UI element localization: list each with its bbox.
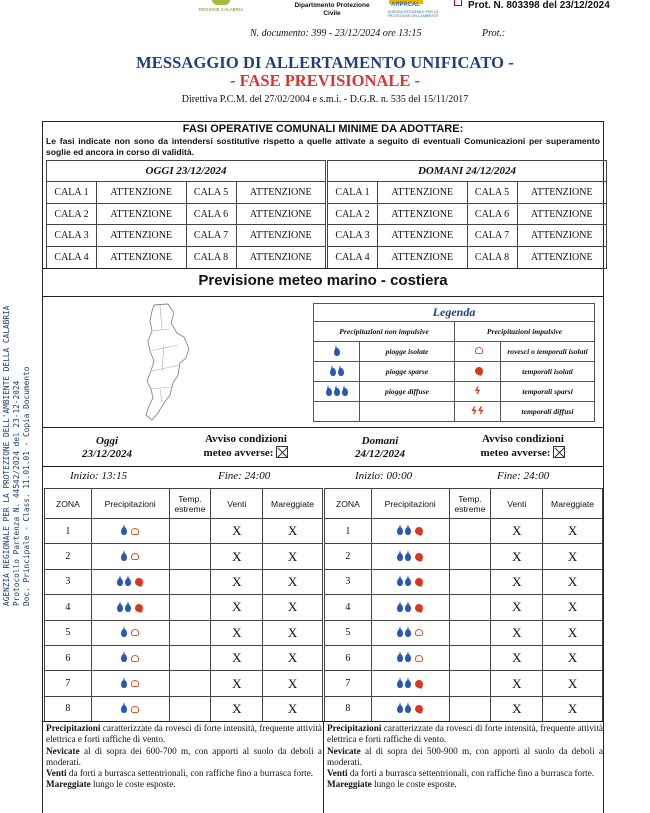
temp-cell — [169, 544, 211, 569]
zone-row — [45, 519, 323, 544]
drop-icon — [314, 342, 360, 362]
storm-filled-icon — [414, 603, 424, 613]
col-temp: Temp. estreme — [449, 489, 491, 519]
zone-row — [325, 645, 603, 670]
precipitation-cell — [91, 645, 169, 670]
precipitation-cell — [371, 519, 449, 544]
precipitation-cell — [371, 645, 449, 670]
legend-label: rovesci o temporali isolati — [501, 342, 595, 362]
tomorrow-inizio: Inizio: 00:00 — [355, 470, 413, 482]
temp-cell — [449, 544, 491, 569]
venti-cell: X — [211, 544, 263, 569]
precipitation-cell — [371, 569, 449, 594]
mareggiate-cell: X — [263, 569, 323, 594]
today-name: Oggi — [96, 435, 118, 447]
temp-cell — [169, 620, 211, 645]
page-subtitle: - FASE PREVISIONALE - — [230, 71, 420, 90]
temp-cell — [169, 645, 211, 670]
cala-zone: CALA 8 — [467, 247, 517, 269]
temp-cell — [449, 645, 491, 670]
venti-cell: X — [491, 595, 543, 620]
drop-icon — [121, 680, 127, 688]
storm-filled-icon — [414, 704, 424, 714]
storm-filled-icon — [455, 362, 501, 382]
mareggiate-cell: X — [543, 696, 603, 721]
cala-phase: ATTENZIONE — [236, 203, 326, 225]
mareggiate-cell: X — [543, 645, 603, 670]
drop-icon — [397, 604, 403, 612]
col-temp: Temp. estreme — [169, 489, 211, 519]
zone-number: 6 — [325, 645, 372, 670]
storm-outline-icon — [131, 706, 139, 713]
cala-zone: CALA 4 — [328, 247, 378, 269]
drop-icon — [397, 654, 403, 662]
col-venti: Venti — [491, 489, 543, 519]
divider — [43, 268, 603, 269]
temp-cell — [169, 696, 211, 721]
storm-filled-icon — [414, 526, 424, 536]
drop-icon — [117, 578, 123, 586]
tomorrow-avviso: Avviso condizioni — [481, 433, 564, 445]
drop-icon — [121, 705, 127, 713]
mareggiate-cell: X — [543, 519, 603, 544]
mareggiate-cell: X — [263, 696, 323, 721]
drop-icon — [121, 629, 127, 637]
mareggiate-cell: X — [263, 620, 323, 645]
cala-zone: CALA 8 — [186, 247, 236, 269]
temp-cell — [169, 671, 211, 696]
storm-outline-icon — [131, 655, 139, 662]
cala-row — [47, 225, 326, 247]
drop-icon — [405, 654, 411, 662]
stamp-line-1: AGENZIA REGIONALE PER LA PROTEZIONE DELL'AMBIENTE DELLA CALABRIA — [2, 305, 11, 606]
drop-icon — [405, 553, 411, 561]
cala-zone: CALA 4 — [47, 247, 97, 269]
double-drop-icon — [314, 362, 360, 382]
zone-row — [45, 696, 323, 721]
zone-number: 7 — [45, 671, 92, 696]
storm-filled-icon — [414, 577, 424, 587]
cala-phase: ATTENZIONE — [517, 182, 607, 204]
venti-cell: X — [211, 569, 263, 594]
col-zona: ZONA — [325, 489, 372, 519]
fasi-heading: FASI OPERATIVE COMUNALI MINIME DA ADOTTARE: — [182, 123, 464, 135]
drop-icon — [121, 527, 127, 535]
zone-number: 3 — [325, 569, 372, 594]
tomorrow-avviso-checkbox[interactable] — [553, 446, 565, 458]
cala-phase: ATTENZIONE — [236, 247, 326, 269]
legend-label: piogge sparse — [360, 362, 455, 382]
precipitation-cell — [371, 544, 449, 569]
temp-cell — [169, 519, 211, 544]
notes-today: Precipitazioni caratterizzate da rovesci di forte intensità, frequente attività elettrica e forti raffiche di vento. Nevicate al di sopra dei 600-700 m, con apporti al suolo da deboli a moderati. Venti da forti a burrasca settentrionali, con raffiche fino a burrasca forte. Mareggiate lungo le coste esposte. — [46, 723, 322, 790]
legend-label: piogge diffuse — [360, 382, 455, 402]
venti-cell: X — [491, 519, 543, 544]
mareggiate-cell: X — [543, 620, 603, 645]
tomorrow-name: Domani — [361, 435, 399, 447]
col-precipitazioni: Precipitazioni — [91, 489, 169, 519]
legend-label: temporali sparsi — [501, 382, 595, 402]
fasi-table-tomorrow — [327, 160, 607, 269]
tomorrow-fine: Fine: 24:00 — [497, 470, 550, 482]
storm-outline-icon — [415, 629, 423, 636]
cala-phase: ATTENZIONE — [378, 247, 468, 269]
venti-cell: X — [211, 696, 263, 721]
zone-number: 2 — [45, 544, 92, 569]
legend-col-impulsive: Precipitazioni impulsive — [455, 322, 595, 342]
drop-icon — [125, 604, 131, 612]
venti-cell: X — [491, 544, 543, 569]
fasi-table-today — [46, 160, 326, 269]
cala-row — [47, 247, 326, 269]
zone-number: 5 — [325, 620, 372, 645]
cala-zone: CALA 1 — [328, 182, 378, 204]
zone-number: 1 — [45, 519, 92, 544]
zone-row — [45, 671, 323, 696]
today-inizio: Inizio: 13:15 — [70, 470, 128, 482]
drop-icon — [397, 553, 403, 561]
venti-cell: X — [211, 519, 263, 544]
drop-icon — [397, 629, 403, 637]
storm-outline-icon — [131, 553, 139, 560]
mareggiate-cell: X — [263, 671, 323, 696]
page-title: MESSAGGIO DI ALLERTAMENTO UNIFICATO - — [136, 53, 514, 72]
zone-row — [325, 595, 603, 620]
zone-number: 5 — [45, 620, 92, 645]
precipitation-cell — [91, 620, 169, 645]
cala-row — [328, 203, 607, 225]
zone-number: 4 — [325, 595, 372, 620]
zone-number: 1 — [325, 519, 372, 544]
cala-zone: CALA 2 — [328, 203, 378, 225]
protocol-box-icon — [454, 0, 462, 6]
today-fine: Fine: 24:00 — [218, 470, 271, 482]
drop-icon — [405, 578, 411, 586]
zone-row — [325, 671, 603, 696]
mareggiate-cell: X — [543, 569, 603, 594]
mareggiate-cell: X — [263, 645, 323, 670]
cala-phase: ATTENZIONE — [236, 225, 326, 247]
fasi-tomorrow-label: DOMANI 24/12/2024 — [328, 161, 607, 182]
zone-table-today — [44, 488, 323, 722]
cala-row — [328, 225, 607, 247]
precipitation-cell — [371, 595, 449, 620]
precipitation-cell — [91, 569, 169, 594]
cala-zone: CALA 7 — [186, 225, 236, 247]
drop-icon — [397, 527, 403, 535]
cala-phase: ATTENZIONE — [517, 247, 607, 269]
zone-number: 8 — [325, 696, 372, 721]
double-lightning-icon: ϟϟ — [455, 402, 501, 422]
venti-cell: X — [491, 569, 543, 594]
venti-cell: X — [211, 620, 263, 645]
divider — [43, 427, 603, 428]
zone-row — [45, 645, 323, 670]
drop-icon — [405, 705, 411, 713]
legend-label: piogge isolate — [360, 342, 455, 362]
precipitation-cell — [91, 696, 169, 721]
storm-outline-icon — [455, 342, 501, 362]
legend-label: temporali diffusi — [501, 402, 595, 422]
col-precipitazioni: Precipitazioni — [371, 489, 449, 519]
drop-icon — [405, 629, 411, 637]
mareggiate-cell: X — [543, 671, 603, 696]
cala-zone: CALA 7 — [467, 225, 517, 247]
today-avviso: Avviso condizioni — [204, 433, 287, 445]
cala-phase: ATTENZIONE — [97, 247, 187, 269]
drop-icon — [121, 654, 127, 662]
precipitation-cell — [91, 671, 169, 696]
notes-divider — [323, 721, 324, 813]
storm-filled-icon — [414, 679, 424, 689]
precipitation-cell — [91, 544, 169, 569]
cala-phase: ATTENZIONE — [378, 182, 468, 204]
legend-col-nonimpulsive: Precipitazioni non impulsive — [314, 322, 455, 342]
cala-zone: CALA 6 — [186, 203, 236, 225]
department-label: Dipartimento Protezione Civile — [294, 2, 370, 17]
drop-icon — [121, 553, 127, 561]
precipitation-cell — [371, 620, 449, 645]
venti-cell: X — [211, 645, 263, 670]
col-mareggiate: Mareggiate — [543, 489, 603, 519]
drop-icon — [405, 680, 411, 688]
cala-zone: CALA 1 — [47, 182, 97, 204]
prot-field: Prot.: — [482, 28, 506, 39]
drop-icon — [397, 680, 403, 688]
legend-title: Legenda — [314, 304, 595, 322]
cala-row — [47, 182, 326, 204]
zone-row — [45, 595, 323, 620]
zone-row — [325, 544, 603, 569]
drop-icon — [405, 604, 411, 612]
cala-zone: CALA 3 — [47, 225, 97, 247]
col-mareggiate: Mareggiate — [263, 489, 323, 519]
zone-number: 7 — [325, 671, 372, 696]
today-avviso-checkbox[interactable] — [276, 446, 288, 458]
cala-phase: ATTENZIONE — [97, 203, 187, 225]
mareggiate-cell: X — [543, 595, 603, 620]
temp-cell — [449, 671, 491, 696]
mareggiate-cell: X — [263, 544, 323, 569]
zone-number: 3 — [45, 569, 92, 594]
cala-phase: ATTENZIONE — [517, 203, 607, 225]
lightning-icon: ϟ — [455, 382, 501, 402]
fasi-today-label: OGGI 23/12/2024 — [47, 161, 326, 182]
precipitation-cell — [91, 595, 169, 620]
storm-outline-icon — [415, 655, 423, 662]
cala-row — [328, 182, 607, 204]
cala-phase: ATTENZIONE — [236, 182, 326, 204]
storm-filled-icon — [134, 603, 144, 613]
zone-row — [325, 620, 603, 645]
venti-cell: X — [491, 696, 543, 721]
temp-cell — [449, 620, 491, 645]
legend-label: temporali isolati — [501, 362, 595, 382]
precipitation-cell — [91, 519, 169, 544]
cala-zone: CALA 6 — [467, 203, 517, 225]
cala-zone: CALA 5 — [186, 182, 236, 204]
letterhead — [0, 0, 650, 20]
temp-cell — [169, 569, 211, 594]
drop-icon — [397, 705, 403, 713]
zone-number: 2 — [325, 544, 372, 569]
venti-cell: X — [211, 595, 263, 620]
legend-table — [313, 303, 595, 422]
zone-row — [45, 544, 323, 569]
cala-phase: ATTENZIONE — [97, 182, 187, 204]
drop-icon — [397, 578, 403, 586]
zone-table-tomorrow — [324, 488, 603, 722]
temp-cell — [449, 595, 491, 620]
zone-number: 6 — [45, 645, 92, 670]
zone-row — [325, 696, 603, 721]
triple-drop-icon — [314, 382, 360, 402]
venti-cell: X — [491, 671, 543, 696]
drop-icon — [117, 604, 123, 612]
temp-cell — [449, 696, 491, 721]
tomorrow-date: 24/12/2024 — [354, 448, 406, 460]
cala-phase: ATTENZIONE — [378, 203, 468, 225]
temp-cell — [169, 595, 211, 620]
storm-outline-icon — [131, 629, 139, 636]
cala-phase: ATTENZIONE — [378, 225, 468, 247]
stamp-line-3: Doc. Principale - Class. 11.01.01 - Copia Documento — [22, 366, 31, 606]
drop-icon — [405, 527, 411, 535]
notes-tomorrow: Precipitazioni caratterizzate da rovesci di forte intensità, frequente attività elettrica e forti raffiche di vento. Nevicate al di sopra dei 500-900 m, con apporti al suolo da deboli a moderati. Venti da forti a burrasca settentrionali, con raffiche fino a burrasca forte. Mareggiate lungo le coste esposte. — [327, 723, 603, 790]
cala-phase: ATTENZIONE — [97, 225, 187, 247]
precipitation-cell — [371, 671, 449, 696]
directive-reference: Direttiva P.C.M. del 27/02/2004 e s.m.i. - D.G.R. n. 535 del 15/11/2017 — [181, 94, 469, 105]
regione-calabria-logo: REGIONE CALABRIA — [188, 0, 254, 14]
stamp-line-2: Protocollo Partenza N. 44542/2024 del 23-12-2024 — [12, 380, 21, 606]
storm-outline-icon — [131, 528, 139, 535]
venti-cell: X — [211, 671, 263, 696]
zone-number: 4 — [45, 595, 92, 620]
col-zona: ZONA — [45, 489, 92, 519]
precipitation-cell — [371, 696, 449, 721]
cala-zone: CALA 2 — [47, 203, 97, 225]
today-date: 23/12/2024 — [81, 448, 133, 460]
meteo-title: Previsione meteo marino - costiera — [198, 272, 448, 289]
protocol-stamp — [2, 226, 42, 606]
cala-row — [47, 203, 326, 225]
col-venti: Venti — [211, 489, 263, 519]
cala-zone: CALA 5 — [467, 182, 517, 204]
cala-phase: ATTENZIONE — [517, 225, 607, 247]
cala-zone: CALA 3 — [328, 225, 378, 247]
storm-filled-icon — [134, 577, 144, 587]
drop-icon — [125, 578, 131, 586]
calabria-zones-map — [140, 303, 196, 423]
venti-cell: X — [491, 645, 543, 670]
mareggiate-cell: X — [263, 595, 323, 620]
document-number: N. documento: 399 - 23/12/2024 ore 13:15 — [250, 28, 422, 39]
cala-row — [328, 247, 607, 269]
temp-cell — [449, 569, 491, 594]
mareggiate-cell: X — [543, 544, 603, 569]
divider — [43, 466, 603, 467]
temp-cell — [449, 519, 491, 544]
arpacal-logo: ARPACAL AGENZIA REGIONALE PER LA PROTEZIONE DELL'AMBIENTE — [387, 2, 439, 18]
zone-row — [325, 569, 603, 594]
fasi-note: Le fasi indicate non sono da intendersi sostitutive rispetto a quelle attivate a seguito di eventuali Comunicazioni per superamento soglie ed ancora in corso di validità. — [46, 136, 600, 157]
zone-row — [45, 569, 323, 594]
venti-cell: X — [491, 620, 543, 645]
zone-number: 8 — [45, 696, 92, 721]
mareggiate-cell: X — [263, 519, 323, 544]
storm-filled-icon — [414, 552, 424, 562]
protocol-number: Prot. N. 803398 del 23/12/2024 — [468, 0, 610, 11]
zone-row — [325, 519, 603, 544]
divider — [43, 296, 603, 297]
storm-outline-icon — [131, 680, 139, 687]
zone-row — [45, 620, 323, 645]
